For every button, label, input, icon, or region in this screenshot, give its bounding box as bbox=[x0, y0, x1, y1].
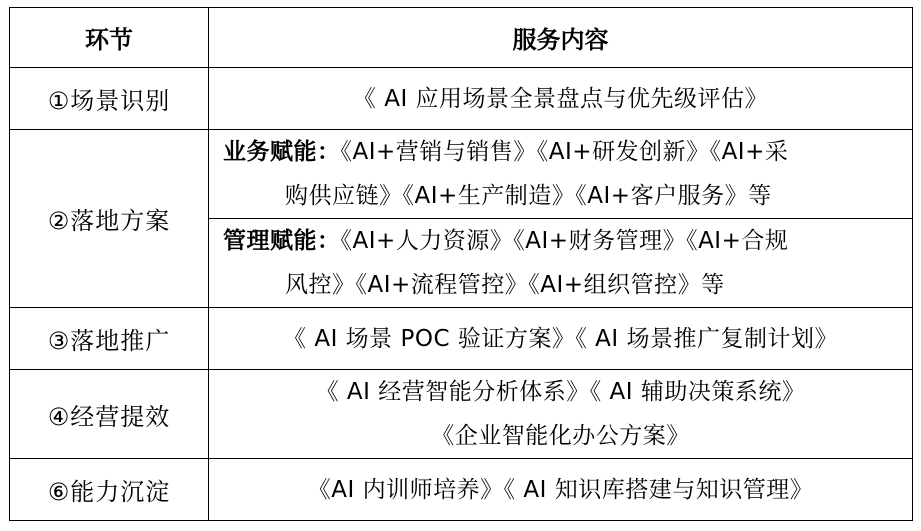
content-line2: 《企业智能化办公方案》 bbox=[431, 423, 690, 449]
content-cell: 《AI 内训师培养》《 AI 知识库搭建与知识管理》 bbox=[209, 459, 913, 521]
business-enablement-line2: 购供应链》《AI+生产制造》《AI+客户服务》等 bbox=[285, 183, 772, 209]
content-cell: 《 AI 场景 POC 验证方案》《 AI 场景推广复制计划》 bbox=[209, 308, 913, 370]
content-cell bbox=[209, 370, 913, 459]
header-stage: 环节 bbox=[10, 8, 209, 68]
table-row bbox=[10, 68, 913, 130]
management-enablement-line2: 风控》《AI+流程管控》《AI+组织管控》等 bbox=[285, 272, 725, 298]
table-header-row bbox=[10, 8, 913, 68]
service-table bbox=[9, 7, 913, 521]
content-cell: 《 AI 应用场景全景盘点与优先级评估》 bbox=[209, 68, 913, 130]
business-enablement-cell bbox=[209, 130, 913, 219]
stage-cell: ②落地方案 bbox=[10, 130, 209, 308]
stage-cell: ④经营提效 bbox=[10, 370, 209, 459]
management-enablement-label: 管理赋能： bbox=[223, 228, 341, 254]
table-row bbox=[10, 459, 913, 521]
management-enablement-cell bbox=[209, 219, 913, 308]
table-row bbox=[10, 308, 913, 370]
business-enablement-line1: 《AI+营销与销售》《AI+研发创新》《AI+采 bbox=[340, 139, 789, 165]
table-row bbox=[10, 370, 913, 459]
header-content: 服务内容 bbox=[209, 8, 913, 68]
stage-cell: ⑥能力沉淀 bbox=[10, 459, 209, 521]
business-enablement-label: 业务赋能： bbox=[223, 139, 341, 165]
stage-cell: ③落地推广 bbox=[10, 308, 209, 370]
management-enablement-line1: 《AI+人力资源》《AI+财务管理》《AI+合规 bbox=[340, 228, 789, 254]
stage-cell: ①场景识别 bbox=[10, 68, 209, 130]
content-line1: 《 AI 经营智能分析体系》《 AI 辅助决策系统》 bbox=[315, 379, 806, 405]
table-row bbox=[10, 130, 913, 219]
